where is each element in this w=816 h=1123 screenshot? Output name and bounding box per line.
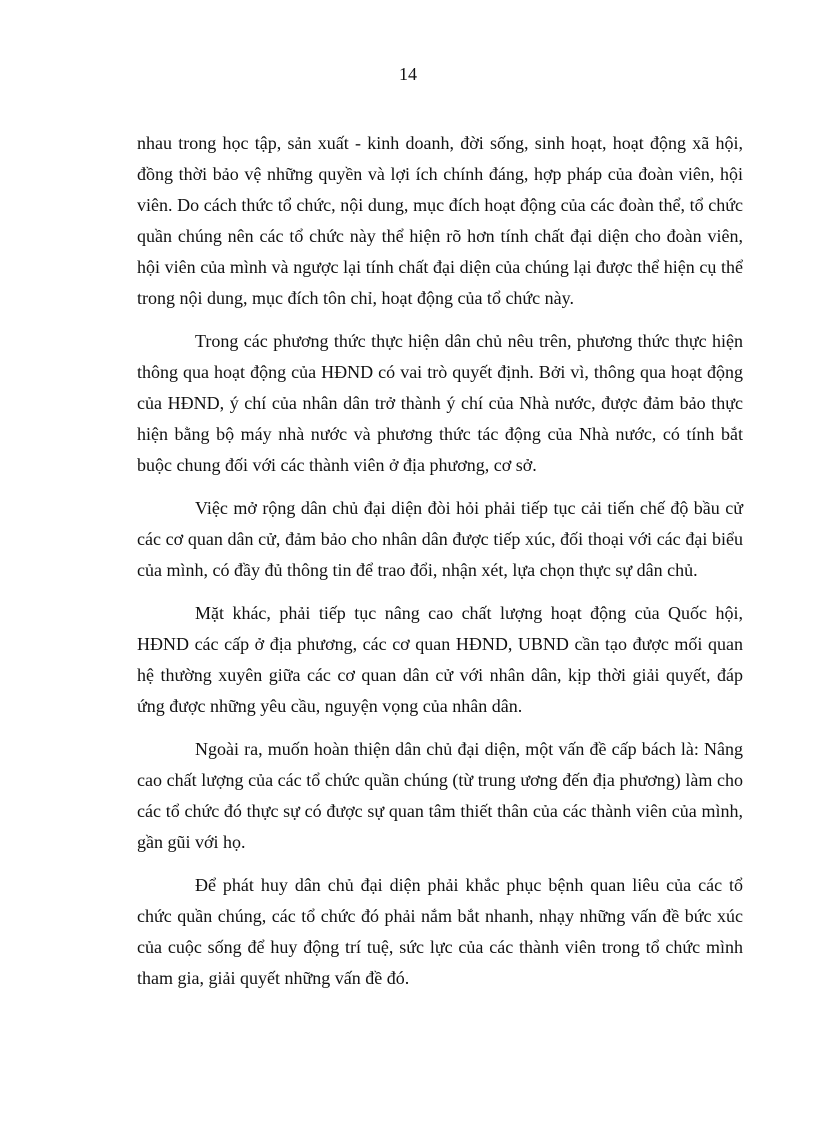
body-text bbox=[137, 128, 743, 1006]
paragraph-quality: Mặt khác, phải tiếp tục nâng cao chất lượng hoạt động của Quốc hội, HĐND các cấp ở địa phương, các cơ quan HĐND, UBND cần tạo được mối quan hệ thường xuyên giữa các cơ quan dân cử với nhân dân, kịp thời giải quyết, đáp ứng được những yêu cầu, nguyện vọng của nhân dân. bbox=[137, 603, 743, 716]
paragraph-bureaucracy: Để phát huy dân chủ đại diện phải khắc phục bệnh quan liêu của các tổ chức quần chúng, các tổ chức đó phải nắm bắt nhanh, nhạy những vấn đề bức xúc của cuộc sống để huy động trí tuệ, sức lực của các thành viên trong tổ chức mình tham gia, giải quyết những vấn đề đó. bbox=[137, 875, 743, 988]
paragraph-election: Việc mở rộng dân chủ đại diện đòi hỏi phải tiếp tục cải tiến chế độ bầu cử các cơ quan dân cử, đảm bảo cho nhân dân được tiếp xúc, đối thoại với các đại biểu của mình, có đầy đủ thông tin để trao đổi, nhận xét, lựa chọn thực sự dân chủ. bbox=[137, 498, 743, 580]
paragraph-hdnd-role: Trong các phương thức thực hiện dân chủ nêu trên, phương thức thực hiện thông qua hoạt động của HĐND có vai trò quyết định. Bởi vì, thông qua hoạt động của HĐND, ý chí của nhân dân trở thành ý chí của Nhà nước, được đảm bảo thực hiện bằng bộ máy nhà nước và phương thức tác động của Nhà nước, có tính bắt buộc chung đối với các thành viên ở địa phương, cơ sở. bbox=[137, 331, 743, 475]
paragraph-mass-organizations: Ngoài ra, muốn hoàn thiện dân chủ đại diện, một vấn đề cấp bách là: Nâng cao chất lượng của các tổ chức quần chúng (từ trung ương đến địa phương) làm cho các tổ chức đó thực sự có được sự quan tâm thiết thân của các thành viên của mình, gần gũi với họ. bbox=[137, 739, 743, 852]
paragraph-continuation: nhau trong học tập, sản xuất - kinh doanh, đời sống, sinh hoạt, hoạt động xã hội, đồng thời bảo vệ những quyền và lợi ích chính đáng, hợp pháp của đoàn viên, hội viên. Do cách thức tổ chức, nội dung, mục đích hoạt động của các đoàn thể, tổ chức quần chúng nên các tổ chức này thể hiện rõ hơn tính chất đại diện cho đoàn viên, hội viên của mình và ngược lại tính chất đại diện của chúng lại được thể hiện cụ thể trong nội dung, mục đích tôn chỉ, hoạt động của tổ chức này. bbox=[137, 133, 743, 308]
page-number: 14 bbox=[399, 64, 417, 84]
